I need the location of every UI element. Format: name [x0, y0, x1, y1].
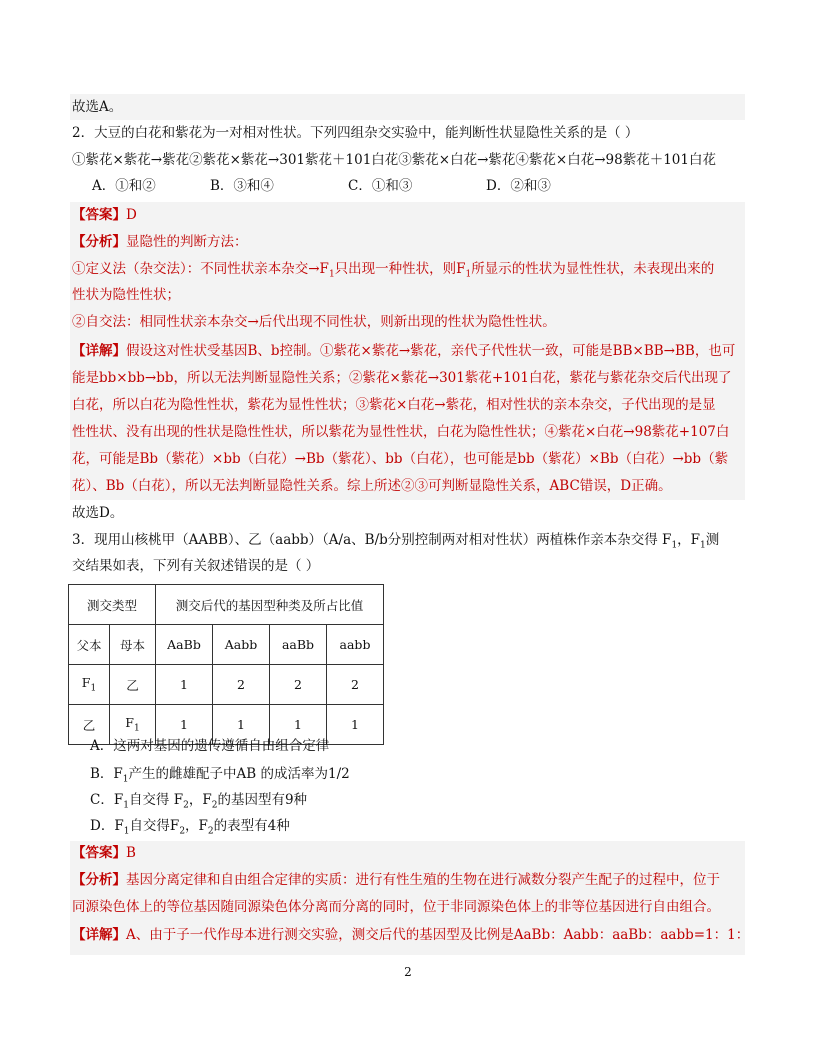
cell-value: 1: [213, 705, 270, 745]
cell-value: 1: [156, 705, 213, 745]
detail-2-line: [72, 341, 735, 361]
option-b: B．③和④: [210, 178, 274, 194]
question-3-stem: [72, 530, 719, 556]
stem-text: ，F: [677, 532, 701, 548]
analysis-tag: 【分析】: [72, 872, 126, 888]
cell-value: 2: [270, 665, 327, 705]
answer-3: [72, 843, 136, 863]
definition-2: ②自交法：相同性状亲本杂交→后代出现不同性状，则新出现的性状为隐性性状。: [72, 314, 556, 330]
header-genotype: AaBb: [156, 625, 213, 665]
detail-tag: 【详解】: [72, 927, 126, 943]
definition-1: [72, 259, 714, 285]
question-2-options: [92, 176, 551, 196]
analysis-tag: 【分析】: [72, 234, 126, 250]
shade-top: [70, 94, 745, 120]
detail-2-line: 白花，所以白花为隐性性状，紫花为显性性状；③紫花×白花→紫花，相对性状的亲本杂交，子代出现的是显: [72, 397, 716, 413]
detail-text: A、由于子一代作母本进行测交实验，测交后代的基因型及比例是AaBb：Aabb：aaBb：aabb=1：1：: [126, 927, 750, 943]
header-mother: 母本: [110, 625, 156, 665]
answer-tag: 【答案】: [72, 207, 126, 223]
answer-tag: 【答案】: [72, 845, 126, 861]
option-c: C．①和③: [348, 178, 413, 194]
header-genotype: aabb: [327, 625, 384, 665]
cell-father: $F_1$: [69, 665, 110, 705]
cell-value: 2: [213, 665, 270, 705]
cell-value: 1: [156, 665, 213, 705]
answer-value: B: [126, 845, 136, 861]
question-3-option-b: B．$F_1$产生的雌雄配子中AB 的成活率为1/2: [90, 766, 350, 785]
cell-value: 2: [327, 665, 384, 705]
question-2-conditions: ①紫花×紫花→紫花②紫花×紫花→301紫花＋101白花③紫花×白花→紫花④紫花×白花→98紫花＋101白花: [72, 152, 716, 168]
detail-2-line: 花，可能是Bb（紫花）×bb（白花）→Bb（紫花）、bb（白花），也可能是bb（紫花）×Bb（白花）→bb（紫: [72, 451, 729, 467]
header-father: 父本: [69, 625, 110, 665]
testcross-table: [68, 584, 384, 745]
answer-value: D: [126, 207, 137, 223]
stem-text: 测: [705, 532, 720, 548]
def-text: 所显示的性状为显性性状，未表现出来的: [471, 261, 715, 277]
analysis-text: 基因分离定律和自由组合定律的实质：进行有性生殖的生物在进行减数分裂产生配子的过程中，位于: [126, 872, 720, 888]
analysis-text: 显隐性的判断方法：: [126, 234, 248, 250]
subscript: 1: [671, 540, 678, 551]
detail-3: [72, 925, 749, 945]
header-genotype: Aabb: [213, 625, 270, 665]
question-2-stem: 2．大豆的白花和紫花为一对相对性状。下列四组杂交实验中，能判断性状显隐性关系的是（ ）: [72, 125, 639, 141]
detail-tag: 【详解】: [72, 343, 126, 359]
table-row: [69, 665, 384, 705]
question-3-stem-cont: 交结果如表，下列有关叙述错误的是（ ）: [72, 558, 320, 574]
conclusion-2: 故选D。: [72, 505, 124, 521]
option-d: D．②和③: [486, 178, 551, 194]
subscript: 1: [700, 540, 706, 551]
detail-2-line: 花）、Bb（白花），所以无法判断显隐性关系。综上所述②③可判断显隐性关系，ABC错误，D正确。: [72, 478, 672, 494]
subscript: 1: [328, 269, 335, 280]
question-3-option-c: C．$F_1$自交得 $F_2$，$F_2$的基因型有9种: [90, 792, 308, 811]
analysis-2: [72, 232, 248, 252]
answer-2: [72, 205, 137, 225]
cell-mother: 乙: [110, 665, 156, 705]
question-3-option-a: A．这两对基因的遗传遵循自由组合定律: [90, 738, 330, 754]
cell-value: 1: [327, 705, 384, 745]
header-genotype: aaBb: [270, 625, 327, 665]
page-number: 2: [404, 965, 412, 979]
stem-text: 3．现用山核桃甲（AABB）、乙（aabb）（A/a、B/b分别控制两对相对性状）两植株作亲本杂交得 F: [72, 532, 672, 548]
cell-value: 1: [270, 705, 327, 745]
cell-mother: $F_1$: [110, 705, 156, 745]
detail-2-line: 能是bb×bb→bb，所以无法判断显隐性关系；②紫花×紫花→301紫花+101白花，紫花与紫花杂交后代出现了: [72, 370, 732, 386]
analysis-3-cont: 同源染色体上的等位基因随同源染色体分离而分离的同时，位于非同源染色体上的非等位基因进行自由组合。: [72, 899, 720, 915]
analysis-3: [72, 870, 720, 890]
detail-text: 假设这对性状受基因B、b控制。①紫花×紫花→紫花，亲代子代性状一致，可能是BB×BB→BB，也可: [126, 343, 736, 359]
def-text: 只出现一种性状，则F: [334, 261, 466, 277]
def-text: ①定义法（杂交法）：不同性状亲本杂交→F: [72, 261, 329, 277]
text-line: 故选A。: [72, 99, 123, 115]
detail-2-line: 性性状、没有出现的性状是隐性性状，所以紫花为显性性状，白花为隐性性状；④紫花×白花→98紫花+107白: [72, 424, 730, 440]
definition-1-cont: 性状为隐性性状；: [72, 287, 180, 303]
cell-father: 乙: [69, 705, 110, 745]
option-a: A．①和②: [92, 178, 156, 194]
header-offspring: 测交后代的基因型种类及所占比值: [156, 585, 384, 625]
question-3-option-d: D．$F_1$自交得$F_2$，$F_2$的表型有4种: [90, 818, 290, 837]
header-cross-type: 测交类型: [69, 585, 156, 625]
subscript: 1: [465, 269, 472, 280]
